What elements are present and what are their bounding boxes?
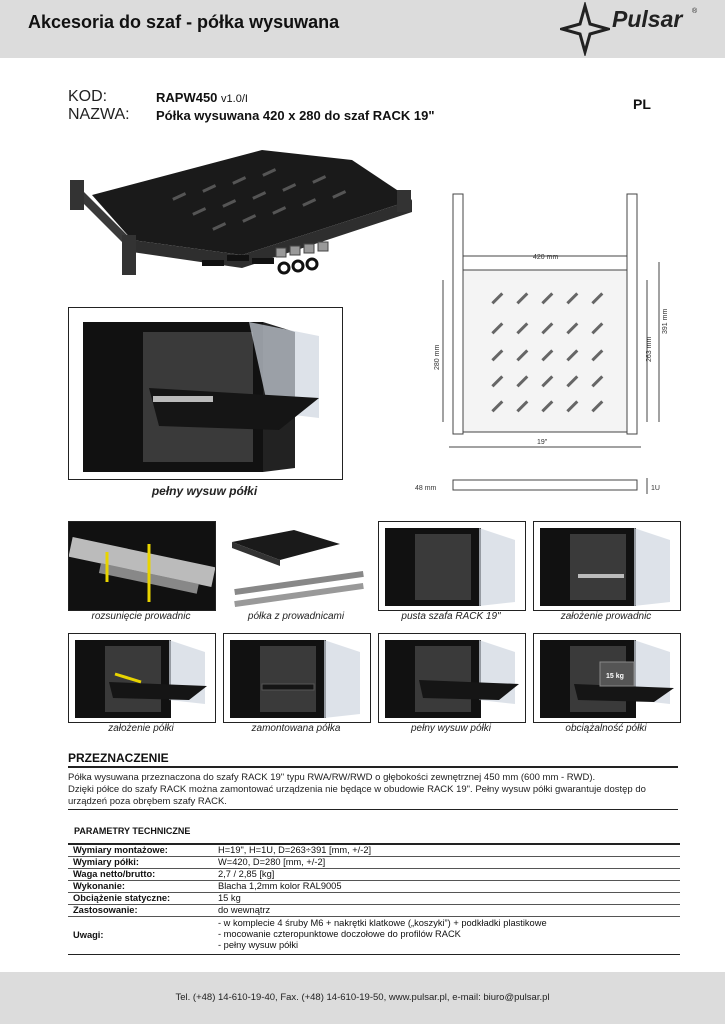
gallery-photo-2 [223, 521, 371, 611]
param-key: Zastosowanie: [73, 905, 138, 915]
dim-depth-min: 263 mm [646, 336, 653, 362]
table-row [68, 844, 680, 857]
param-value: 2,7 / 2,85 [kg] [218, 869, 275, 879]
gallery-caption-6: zamontowana półka [251, 723, 341, 734]
pulsar-logo [560, 2, 720, 56]
technical-drawing [415, 182, 695, 512]
param-value: W=420, D=280 [mm, +/-2] [218, 857, 326, 867]
load-weight-tag: 15 kg [606, 673, 624, 680]
purpose-title: PRZEZNACZENIE [68, 751, 169, 765]
kod-label: KOD: [68, 88, 108, 105]
param-value: Blacha 1,2mm kolor RAL9005 [218, 881, 342, 891]
purpose-text [68, 772, 678, 808]
product-name: Półka wysuwana 420 x 280 do szaf RACK 19" [156, 108, 435, 123]
purpose-rule [68, 766, 678, 768]
product-version: v1.0/I [221, 93, 248, 105]
gallery-caption-5: założenie półki [108, 723, 174, 734]
pulsar-star-icon [560, 2, 610, 56]
table-row [68, 869, 680, 881]
shelf-product-image [62, 140, 422, 285]
param-value: do wewnątrz [218, 905, 271, 915]
gallery-photo-6 [223, 633, 371, 723]
param-key: Uwagi: [73, 930, 104, 940]
dim-width-bottom: 19" [537, 439, 548, 446]
page-title: Akcesoria do szaf - półka wysuwana [28, 12, 340, 32]
note-line: - w komplecie 4 śruby M6 + nakrętki klatkowe („koszyki”) + podkładki plastikowe [218, 918, 547, 928]
nazwa-label: NAZWA: [68, 106, 130, 123]
gallery-caption-4: założenie prowadnic [560, 611, 652, 622]
purpose-line-2: Dzięki półce do szafy RACK można zamontować urządzenia nie będące w obudowie RACK 19". Pełny wysuw półki gwarantuje dostęp do urządzeń poza obrębem szafy RACK. [68, 784, 646, 807]
note-line: - mocowanie czteropunktowe doczołowe do profilów RACK [218, 929, 461, 939]
dim-height-side: 48 mm [415, 485, 437, 492]
table-row [68, 857, 680, 869]
gallery-photo-4 [533, 521, 681, 611]
footer-contact: Tel. (+48) 14-610-19-40, Fax. (+48) 14-610-19-50, www.pulsar.pl, e-mail: biuro@pulsar.pl [175, 992, 550, 1003]
logo-text: Pulsar [612, 6, 683, 32]
gallery-caption-8: obciążalność półki [565, 723, 647, 734]
main-photo-caption: pełny wysuw półki [151, 484, 258, 498]
language-code: PL [633, 96, 651, 112]
param-key: Wykonanie: [73, 881, 126, 891]
product-code [156, 90, 248, 105]
gallery-photo-3 [378, 521, 526, 611]
gallery-caption-7: pełny wysuw półki [410, 723, 492, 734]
gallery-photo-1 [68, 521, 216, 611]
gallery-photo-8 [533, 633, 681, 723]
gallery-photo-7 [378, 633, 526, 723]
param-value: 15 kg [218, 893, 241, 903]
product-code-value: RAPW450 [156, 90, 218, 105]
gallery-caption-3: pusta szafa RACK 19" [401, 611, 501, 622]
param-key: Wymiary montażowe: [73, 845, 168, 855]
logo-registered-mark: ® [692, 8, 698, 15]
note-line: - pełny wysuw półki [218, 940, 299, 950]
dim-height-units: 1U [651, 485, 660, 492]
table-row [68, 905, 680, 917]
gallery-caption-2: półka z prowadnicami [247, 611, 345, 622]
params-title: PARAMETRY TECHNICZNE [74, 826, 191, 836]
params-table [68, 843, 680, 955]
page-footer [0, 972, 725, 1024]
purpose-line-1: Półka wysuwana przeznaczona do szafy RACK 19" typu RWA/RW/RWD o głębokości zewnętrznej 450 mm (600 mm - RWD). [68, 772, 596, 783]
table-row [68, 917, 680, 955]
dim-depth-max: 391 mm [662, 308, 669, 334]
param-key: Obciążenie statyczne: [73, 893, 171, 903]
purpose-bottom-rule [68, 809, 678, 810]
gallery-photo-5 [68, 633, 216, 723]
dim-width-top: 420 mm [533, 254, 559, 261]
param-key: Waga netto/brutto: [73, 869, 156, 879]
gallery-caption-1: rozsunięcie prowadnic [91, 611, 191, 622]
param-value: H=19", H=1U, D=263÷391 [mm, +/-2] [218, 845, 372, 855]
page-header [0, 0, 725, 58]
table-row [68, 893, 680, 905]
param-notes [213, 917, 680, 955]
dim-depth: 280 mm [434, 344, 441, 370]
table-row [68, 881, 680, 893]
cabinet-photo-main [68, 307, 343, 480]
param-key: Wymiary półki: [73, 857, 139, 867]
